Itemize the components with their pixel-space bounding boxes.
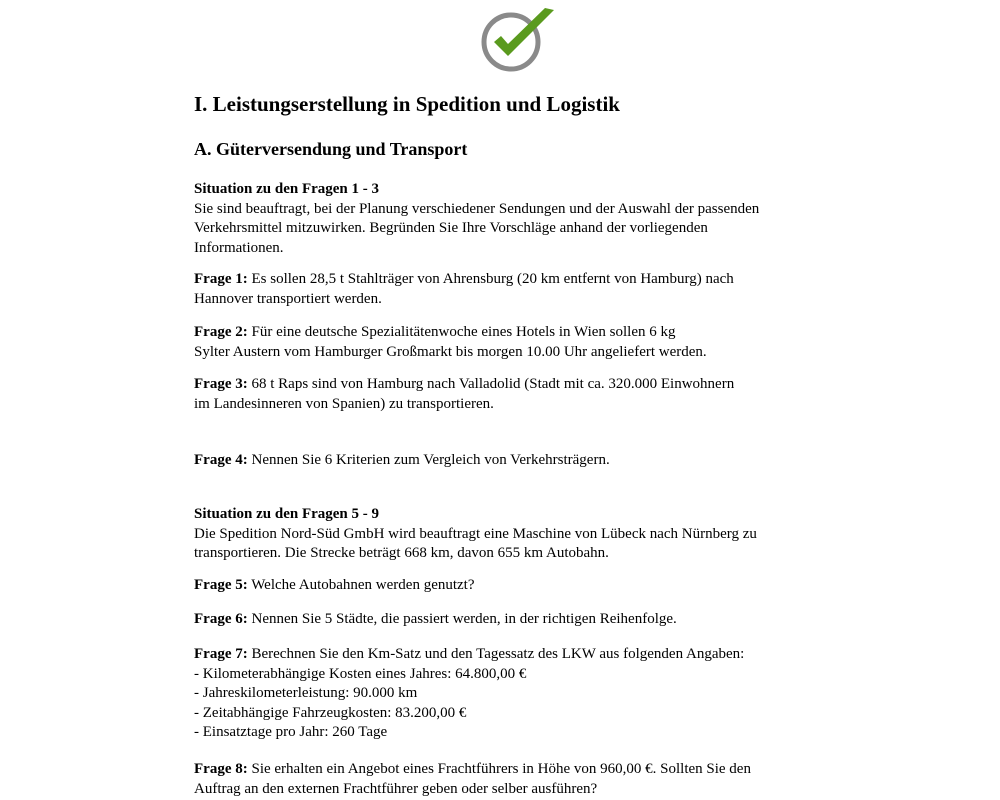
question-3-text: 68 t Raps sind von Hamburg nach Valladolid (Stadt mit ca. 320.000 Einwohnern [247,376,735,392]
question-6-label: Frage 6: [194,611,248,627]
question-8-label: Frage 8: [194,761,248,777]
question-3 [194,375,834,414]
list-item: - Zeitabhängige Fahrzeugkosten: 83.200,00 € [194,704,467,721]
situation-1 [194,180,834,258]
question-4-label: Frage 4: [194,452,248,468]
question-8-text: Auftrag an den externen Frachtführer geben oder selber ausführen? [194,780,598,797]
situation-1-text: Informationen. [194,239,284,256]
question-5 [194,576,834,596]
question-7-label: Frage 7: [194,646,248,662]
situation-1-title: Situation zu den Fragen 1 - 3 [194,181,380,197]
question-2-label: Frage 2: [194,324,248,340]
question-3-text: im Landesinneren von Spanien) zu transportieren. [194,395,494,412]
question-6-text: Nennen Sie 5 Städte, die passiert werden, in der richtigen Reihenfolge. [247,611,677,627]
checkmark-icon [478,6,558,72]
list-item: - Kilometerabhängige Kosten eines Jahres: 64.800,00 € [194,665,527,682]
question-4 [194,451,834,471]
situation-2-text: transportieren. Die Strecke beträgt 668 km, davon 655 km Autobahn. [194,545,609,561]
question-1-text: Hannover transportiert werden. [194,290,382,307]
question-1-label: Frage 1: [194,271,248,287]
situation-2 [194,505,834,564]
question-2-text: Sylter Austern vom Hamburger Großmarkt bis morgen 10.00 Uhr angeliefert werden. [194,343,707,360]
question-5-text: Welche Autobahnen werden genutzt? [247,577,475,593]
question-8-text: Sie erhalten ein Angebot eines Frachtführers in Höhe von 960,00 €. Sollten Sie den [247,761,751,777]
question-2 [194,323,834,362]
question-5-label: Frage 5: [194,577,248,593]
question-7-text: Berechnen Sie den Km-Satz und den Tagessatz des LKW aus folgenden Angaben: [247,646,745,662]
question-3-label: Frage 3: [194,376,248,392]
question-1-text: Es sollen 28,5 t Stahlträger von Ahrensburg (20 km entfernt von Hamburg) nach [247,271,734,287]
situation-1-text: Sie sind beauftragt, bei der Planung verschiedener Sendungen und der Auswahl der passenden [194,200,760,217]
question-8 [194,760,834,799]
list-item: - Einsatztage pro Jahr: 260 Tage [194,724,388,740]
chapter-heading: I. Leistungserstellung in Spedition und Logistik [194,92,620,116]
list-item: - Jahreskilometerleistung: 90.000 km [194,685,418,701]
question-1 [194,270,834,309]
question-4-text: Nennen Sie 6 Kriterien zum Vergleich von Verkehrsträgern. [247,452,610,468]
question-7 [194,645,834,743]
situation-2-title: Situation zu den Fragen 5 - 9 [194,506,380,522]
situation-1-text: Verkehrsmittel mitzuwirken. Begründen Sie Ihre Vorschläge anhand der vorliegenden [194,220,708,236]
question-2-text: Für eine deutsche Spezialitätenwoche eines Hotels in Wien sollen 6 kg [247,324,676,340]
section-heading: A. Güterversendung und Transport [194,139,468,159]
situation-2-text: Die Spedition Nord-Süd GmbH wird beauftragt eine Maschine von Lübeck nach Nürnberg zu [194,525,757,542]
question-6 [194,610,834,630]
